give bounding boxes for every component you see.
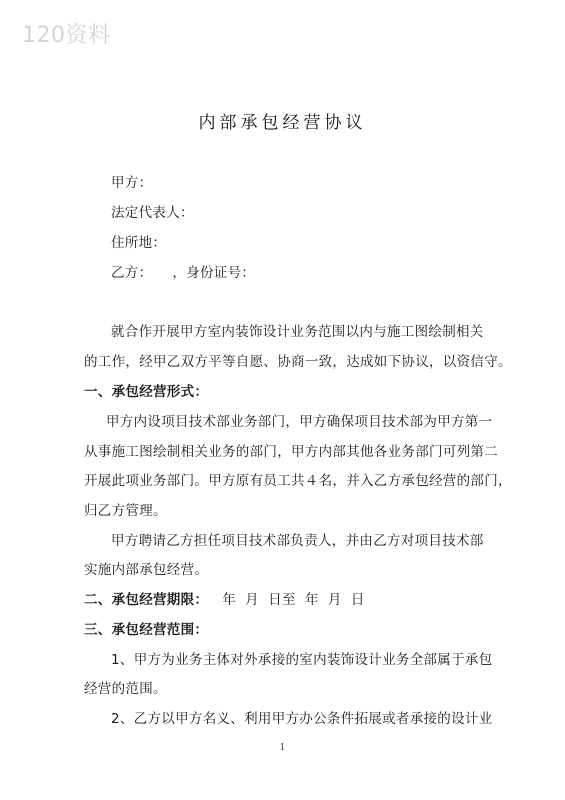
legal-representative-label: 法定代表人： [111,205,194,221]
section3-item-line: 1、甲方为业务主体对外承接的室内装饰设计业务全部属于承包 [111,652,493,668]
section3-item-line: 2、乙方以甲方名义、利用甲方办公条件拓展或者承接的设计业 [111,711,493,727]
section-heading-term-line [84,588,365,608]
intro-paragraph-line: 就合作开展甲方室内装饰设计业务范围以内与施工图绘制相关 [111,324,484,340]
section1-paragraph-line: 从事施工图绘制相关业务的部门，甲方内部其他各业务部门可列第二 [84,444,498,460]
section-heading-scope: 三、承包经营范围： [84,622,209,638]
party-b-label: 乙方： [111,265,153,281]
section1-paragraph-line: 归乙方管理。 [84,503,167,519]
party-b-line [111,261,255,281]
address-label: 住所地： [111,235,167,251]
section1-paragraph-line: 甲方内设项目技术部业务部门，甲方确保项目技术部为甲方第一 [106,414,493,430]
section3-item-line: 经营的范围。 [84,681,167,697]
section-heading-form: 一、承包经营形式： [84,384,209,400]
section1-paragraph-line: 开展此项业务部门。甲方原有员工共４名，并入乙方承包经营的部门， [84,473,512,489]
section1-paragraph-line: 甲方聘请乙方担任项目技术部负责人，并由乙方对项目技术部 [111,533,484,549]
section1-paragraph-line: 实施内部承包经营。 [84,562,209,578]
watermark-text: 120资料 [22,23,111,48]
intro-paragraph-line: 的工作，经甲乙双方平等自愿、协商一致，达成如下协议，以资信守。 [84,354,512,370]
term-dates: 年 月 日至 年 月 日 [222,592,365,608]
document-title: 内部承包经营协议 [198,113,367,133]
page-number: 1 [279,743,286,753]
party-a-label: 甲方： [111,175,153,191]
section-heading-term: 二、承包经营期限： [84,592,209,608]
id-number-label: ，身份证号： [172,265,256,281]
